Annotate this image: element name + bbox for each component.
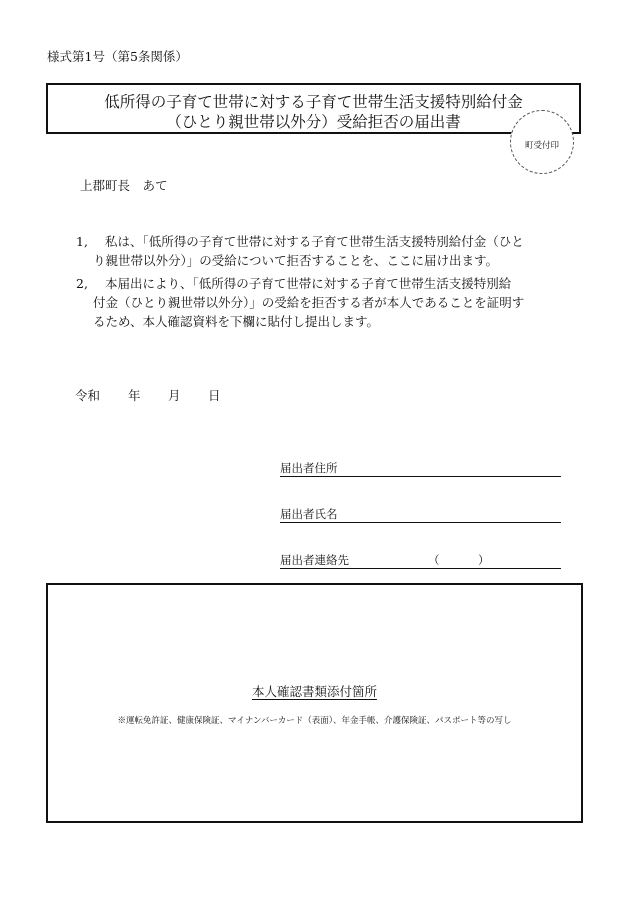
applicant-address-field[interactable]: [280, 460, 561, 477]
contact-paren-open: （: [428, 553, 440, 567]
title-box: [46, 83, 581, 134]
date-month-field[interactable]: 月: [168, 388, 181, 403]
attachment-title: [48, 682, 581, 700]
reception-stamp-label: 町受付印: [524, 141, 559, 151]
item-2-text-line: 付金（ひとり親世帯以外分）」の受給を拒否する者が本人であることを証明す: [93, 295, 525, 310]
reception-stamp-area: [510, 110, 574, 174]
item-2-number: 2,: [76, 276, 88, 291]
attachment-title-text: 本人確認書類添付箇所: [251, 684, 377, 699]
title-line-1: 低所得の子育て世帯に対する子育て世帯生活支援特別給付金: [104, 93, 523, 111]
attachment-note: ※運転免許証、健康保険証、マイナンバーカード（表面）、年金手帳、介護保険証、パスポート等の写し: [117, 716, 512, 726]
date-era: 令和: [75, 388, 101, 403]
addressee: 上郡町長 あて: [80, 178, 168, 193]
applicant-contact-field[interactable]: [280, 552, 561, 569]
item-2-text-line: 本届出により、「低所得の子育て世帯に対する子育て世帯生活支援特別給: [105, 276, 512, 291]
title-line-2: （ひとり親世帯以外分）受給拒否の届出書: [166, 113, 461, 131]
applicant-contact-label: 届出者連絡先: [280, 553, 349, 567]
form-number: 様式第1号（第5条関係）: [47, 49, 188, 64]
applicant-name-label: 届出者氏名: [280, 507, 338, 521]
contact-paren-close: ）: [478, 553, 490, 567]
applicant-address-label: 届出者住所: [280, 461, 338, 475]
date-year-field[interactable]: 年: [128, 388, 141, 403]
id-document-attachment-area: [46, 583, 583, 823]
item-2-text-line: るため、本人確認資料を下欄に貼付し提出します。: [93, 314, 380, 329]
date-day-field[interactable]: 日: [208, 388, 221, 403]
applicant-name-field[interactable]: [280, 506, 561, 523]
item-1-text-line: り親世帯以外分）」の受給について拒否することを、ここに届け出ます。: [93, 253, 499, 268]
item-1-number: 1,: [76, 234, 88, 249]
item-1-text-line: 私は、「低所得の子育て世帯に対する子育て世帯生活支援特別給付金（ひと: [105, 234, 524, 249]
